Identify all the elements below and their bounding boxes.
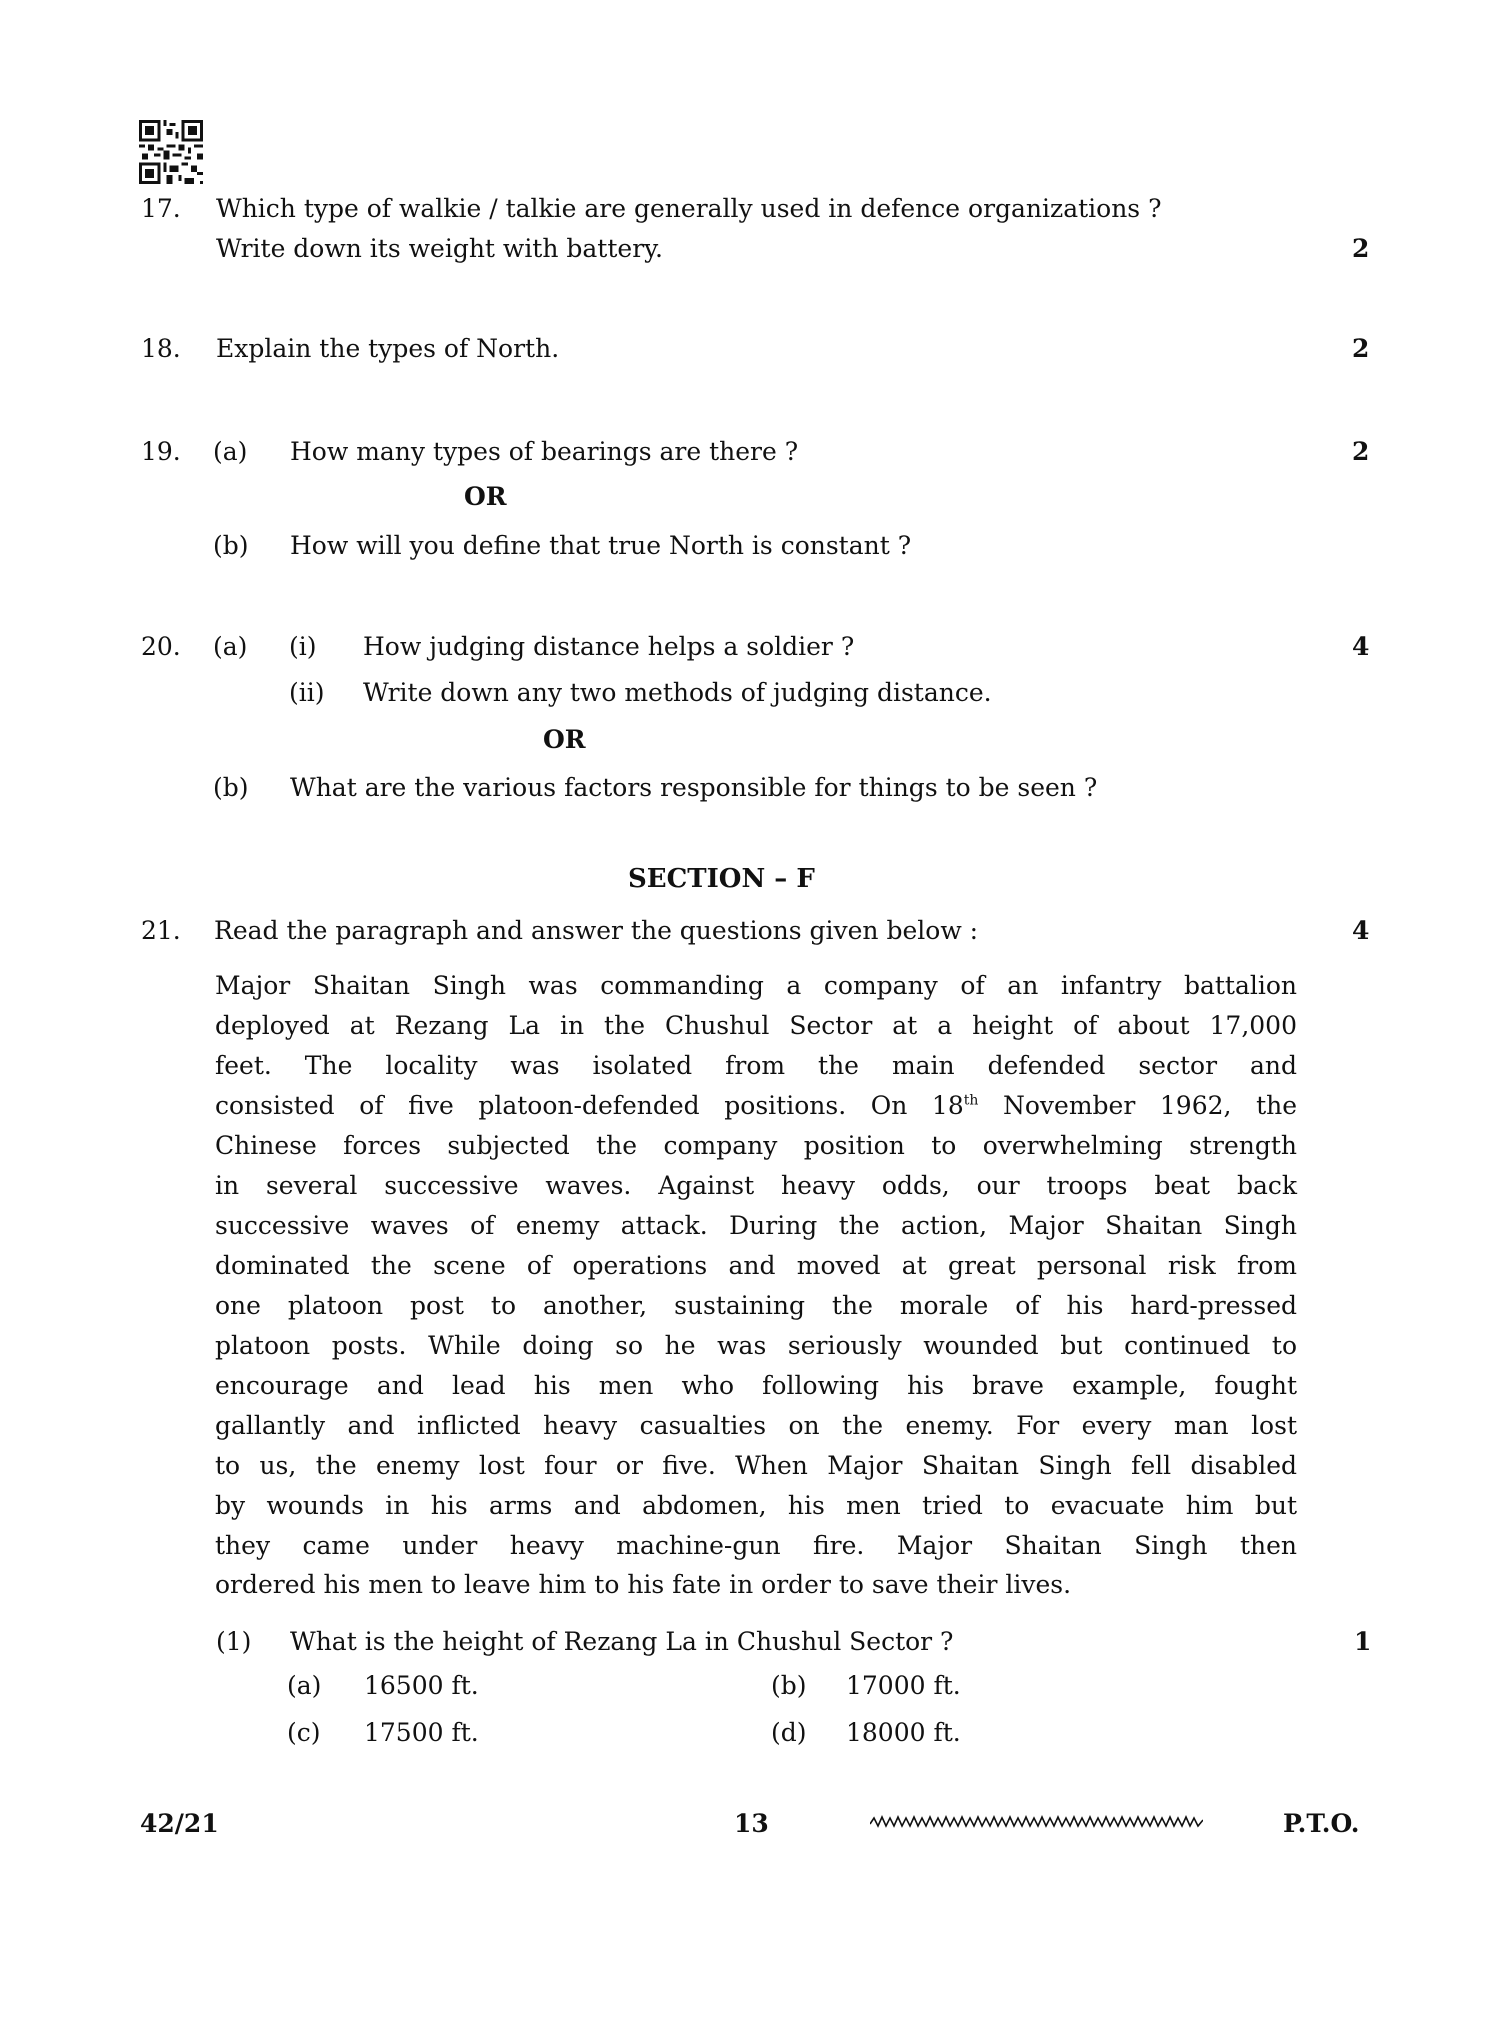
- question-number: 20.: [141, 632, 181, 661]
- option-label-a: (a): [287, 1671, 322, 1700]
- please-turn-over: P.T.O.: [1283, 1809, 1360, 1838]
- passage-line: encourage and lead his men who following his brave example, fought: [215, 1371, 1297, 1400]
- question-number: 17.: [141, 194, 181, 223]
- subpart-label: (i): [289, 632, 317, 661]
- passage-line: feet. The locality was isolated from the main defended sector and: [215, 1051, 1297, 1080]
- sub-question-label: (1): [216, 1627, 252, 1656]
- qr-code-icon: [138, 120, 204, 184]
- ordinal-suffix: th: [963, 1092, 979, 1109]
- marks: 2: [1352, 334, 1370, 363]
- passage-line: Chinese forces subjected the company position to overwhelming strength: [215, 1131, 1297, 1160]
- part-label: (a): [213, 632, 248, 661]
- question-text: How judging distance helps a soldier ?: [363, 632, 855, 661]
- option-text-a: 16500 ft.: [364, 1671, 479, 1700]
- passage-line-end: November 1962, the: [978, 1091, 1298, 1120]
- passage-line: dominated the scene of operations and moved at great personal risk from: [215, 1251, 1297, 1280]
- passage-line: platoon posts. While doing so he was seriously wounded but continued to: [215, 1331, 1297, 1360]
- question-number: 19.: [141, 437, 181, 466]
- part-label: (b): [213, 531, 249, 560]
- passage-line: they came under heavy machine-gun fire. Major Shaitan Singh then: [215, 1531, 1297, 1560]
- option-text-d: 18000 ft.: [846, 1718, 961, 1747]
- sub-question-text: What is the height of Rezang La in Chushul Sector ?: [290, 1627, 954, 1656]
- passage-line: to us, the enemy lost four or five. When Major Shaitan Singh fell disabled: [215, 1451, 1297, 1480]
- marks: 2: [1352, 437, 1370, 466]
- question-text: Which type of walkie / talkie are generally used in defence organizations ?: [216, 194, 1162, 223]
- marks: 2: [1352, 234, 1370, 263]
- passage-line: by wounds in his arms and abdomen, his men tried to evacuate him but: [215, 1491, 1297, 1520]
- part-label: (a): [213, 437, 248, 466]
- option-label-d: (d): [771, 1718, 807, 1747]
- option-text-c: 17500 ft.: [364, 1718, 479, 1747]
- question-text: What are the various factors responsible for things to be seen ?: [290, 773, 1098, 802]
- or-divider: OR: [464, 482, 507, 511]
- part-label: (b): [213, 773, 249, 802]
- section-heading: SECTION – F: [628, 864, 815, 894]
- option-text-b: 17000 ft.: [846, 1671, 961, 1700]
- passage-line-start: consisted of five platoon-defended positions. On 18: [215, 1091, 964, 1120]
- wavy-line-icon: [870, 1812, 1203, 1832]
- passage-line: in several successive waves. Against heavy odds, our troops beat back: [215, 1171, 1297, 1200]
- passage-line: one platoon post to another, sustaining the morale of his hard-pressed: [215, 1291, 1297, 1320]
- question-text: How will you define that true North is constant ?: [290, 531, 912, 560]
- question-text: Read the paragraph and answer the questions given below :: [214, 916, 979, 945]
- marks: 4: [1352, 632, 1370, 661]
- question-number: 21.: [141, 916, 181, 945]
- question-text: Write down any two methods of judging distance.: [363, 678, 992, 707]
- marks: 1: [1354, 1627, 1372, 1656]
- marks: 4: [1352, 916, 1370, 945]
- question-number: 18.: [141, 334, 181, 363]
- passage-line: Major Shaitan Singh was commanding a company of an infantry battalion: [215, 971, 1297, 1000]
- question-text: Explain the types of North.: [216, 334, 560, 363]
- or-divider: OR: [543, 725, 586, 754]
- paper-code: 42/21: [140, 1809, 219, 1838]
- page-number: 13: [734, 1809, 769, 1838]
- passage-line: successive waves of enemy attack. During the action, Major Shaitan Singh: [215, 1211, 1297, 1240]
- option-label-c: (c): [287, 1718, 321, 1747]
- subpart-label: (ii): [289, 678, 325, 707]
- option-label-b: (b): [771, 1671, 807, 1700]
- passage-line: gallantly and inflicted heavy casualties on the enemy. For every man lost: [215, 1411, 1297, 1440]
- passage-line: deployed at Rezang La in the Chushul Sector at a height of about 17,000: [215, 1011, 1297, 1040]
- question-text: How many types of bearings are there ?: [290, 437, 799, 466]
- question-text: Write down its weight with battery.: [216, 234, 663, 263]
- passage-line: [215, 1093, 1297, 1118]
- passage-line: ordered his men to leave him to his fate in order to save their lives.: [215, 1570, 1072, 1599]
